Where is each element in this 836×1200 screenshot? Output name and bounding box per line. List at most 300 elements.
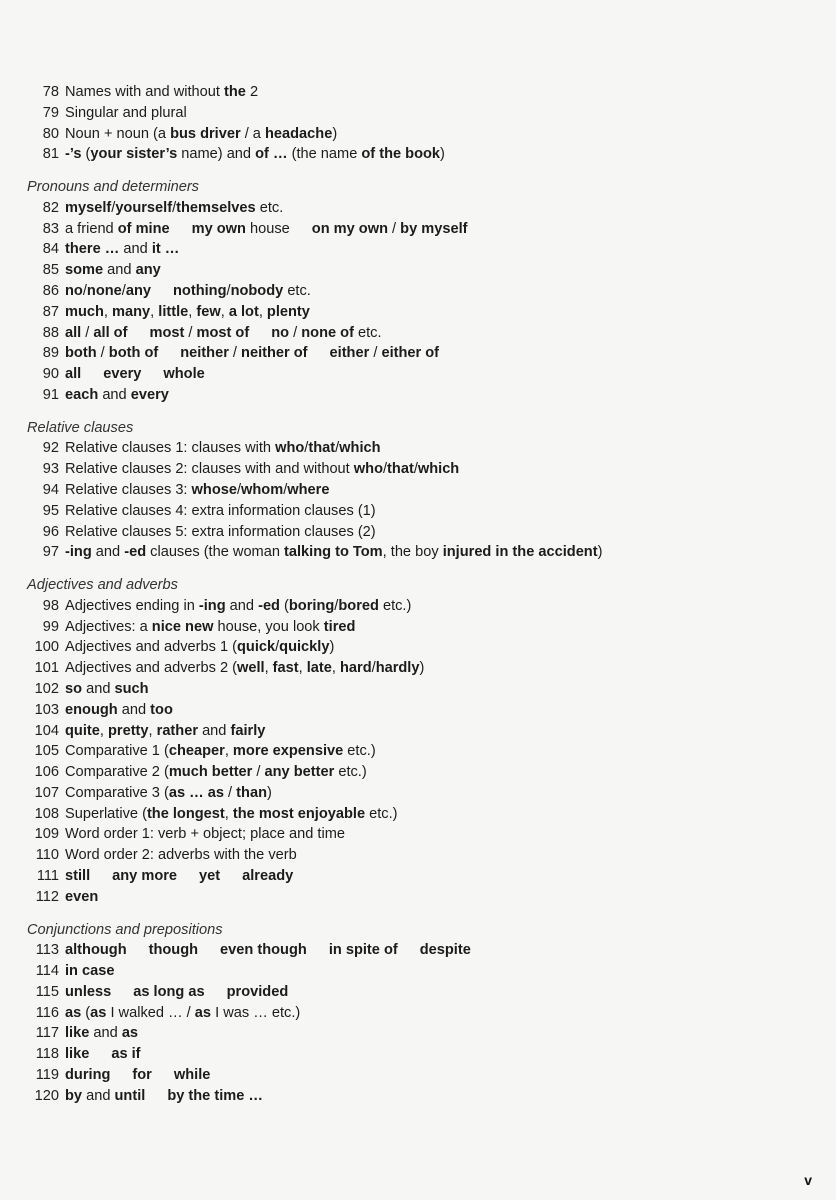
unit-number: 97 bbox=[42, 544, 59, 561]
bold-term: while bbox=[173, 1067, 211, 1084]
title-text: and bbox=[82, 1087, 115, 1104]
bold-term: none of bbox=[301, 324, 354, 341]
bold-term: many bbox=[112, 303, 151, 320]
bold-term: none bbox=[86, 282, 122, 299]
unit-entry[interactable] bbox=[27, 144, 807, 165]
bold-term: as bbox=[65, 1004, 82, 1021]
title-text: and bbox=[117, 701, 151, 718]
unit-number: 116 bbox=[35, 1004, 59, 1021]
bold-term: there … bbox=[65, 241, 120, 258]
title-text: / bbox=[304, 440, 309, 457]
bold-term: all of bbox=[93, 324, 128, 341]
title-text: , bbox=[103, 303, 113, 320]
unit-entry[interactable] bbox=[27, 103, 807, 124]
unit-entry[interactable] bbox=[27, 385, 807, 406]
bold-term: plenty bbox=[266, 303, 310, 320]
unit-number: 110 bbox=[35, 847, 59, 864]
title-text: etc. bbox=[255, 199, 284, 216]
bold-term: well bbox=[236, 660, 265, 677]
unit-number: 83 bbox=[42, 220, 59, 237]
title-text: Word order 2: adverbs with the verb bbox=[65, 847, 297, 864]
contents-section bbox=[27, 177, 807, 406]
bold-term: themselves bbox=[176, 199, 256, 216]
bold-term: every bbox=[103, 366, 142, 383]
unit-entry[interactable] bbox=[27, 1003, 807, 1024]
unit-entry[interactable] bbox=[27, 783, 807, 804]
title-text: / bbox=[96, 345, 109, 362]
bold-term: for bbox=[132, 1067, 152, 1084]
title-text: ) bbox=[329, 639, 335, 656]
unit-title bbox=[65, 281, 311, 302]
unit-entry[interactable] bbox=[27, 281, 807, 302]
bold-term: fairly bbox=[230, 722, 266, 739]
bold-term: quickly bbox=[279, 639, 330, 656]
unit-entry[interactable] bbox=[27, 198, 807, 219]
title-text: ( bbox=[81, 146, 91, 163]
title-text: / bbox=[388, 220, 401, 237]
title-text: Comparative 1 ( bbox=[65, 743, 169, 760]
unit-number: 117 bbox=[35, 1025, 59, 1042]
title-text: ) bbox=[332, 125, 338, 142]
bold-term: of the book bbox=[361, 146, 441, 163]
unit-entry[interactable] bbox=[27, 480, 807, 501]
title-text: , bbox=[148, 722, 157, 739]
title-text: clauses (the woman bbox=[146, 544, 285, 561]
title-text: / bbox=[81, 324, 94, 341]
unit-title bbox=[65, 1065, 210, 1086]
title-text: etc.) bbox=[365, 805, 398, 822]
unit-entry[interactable] bbox=[27, 721, 807, 742]
unit-number: 78 bbox=[42, 84, 59, 100]
unit-entry[interactable] bbox=[27, 982, 807, 1003]
title-text: 2 bbox=[245, 84, 259, 100]
title-text: / bbox=[111, 199, 116, 216]
title-text: ) bbox=[266, 784, 272, 801]
bold-term: in spite of bbox=[328, 942, 398, 959]
title-text: Superlative ( bbox=[65, 805, 147, 822]
bold-term: either bbox=[329, 345, 370, 362]
title-text: , the boy bbox=[382, 544, 443, 561]
title-text: / bbox=[413, 461, 418, 478]
bold-term: it … bbox=[151, 241, 180, 258]
bold-term: of … bbox=[255, 146, 288, 163]
title-text: / bbox=[228, 345, 242, 362]
unit-number: 114 bbox=[35, 963, 59, 980]
unit-number: 111 bbox=[36, 868, 59, 885]
bold-term: until bbox=[114, 1087, 146, 1104]
title-text: / bbox=[172, 199, 177, 216]
unit-entry[interactable] bbox=[27, 637, 807, 658]
bold-term: no bbox=[271, 324, 290, 341]
unit-title bbox=[65, 637, 334, 658]
unit-entry[interactable] bbox=[27, 219, 807, 240]
unit-title bbox=[65, 845, 297, 866]
bold-term: hard bbox=[340, 660, 372, 677]
bold-term: neither bbox=[180, 345, 229, 362]
unit-entry[interactable] bbox=[27, 1086, 807, 1107]
title-text: and bbox=[225, 597, 259, 614]
unit-title bbox=[65, 1023, 138, 1044]
bold-term: still bbox=[65, 868, 91, 885]
bold-term: no bbox=[65, 282, 83, 299]
unit-title bbox=[65, 1044, 141, 1065]
unit-entry[interactable] bbox=[27, 364, 807, 385]
contents-list bbox=[27, 82, 807, 1107]
unit-title bbox=[65, 198, 283, 219]
title-text: a friend bbox=[65, 220, 118, 237]
unit-number: 93 bbox=[42, 461, 59, 478]
bold-term: bored bbox=[338, 597, 379, 614]
title-text: / bbox=[283, 481, 288, 498]
title-text: name) and bbox=[177, 146, 256, 163]
unit-entry[interactable] bbox=[27, 700, 807, 721]
contents-section bbox=[27, 575, 807, 908]
unit-title bbox=[65, 219, 468, 240]
bold-term: although bbox=[65, 942, 127, 959]
bold-term: myself bbox=[65, 199, 112, 216]
unit-number: 94 bbox=[42, 481, 59, 498]
bold-term: than bbox=[236, 784, 267, 801]
title-text: / bbox=[82, 282, 87, 299]
bold-term: as bbox=[121, 1025, 139, 1042]
unit-title bbox=[65, 824, 345, 845]
unit-title bbox=[65, 260, 161, 281]
bold-term: provided bbox=[226, 983, 289, 1000]
unit-number: 105 bbox=[34, 743, 59, 760]
title-text: ( bbox=[279, 597, 289, 614]
bold-term: any better bbox=[264, 764, 335, 781]
bold-term: every bbox=[130, 386, 169, 403]
title-text: , bbox=[331, 660, 340, 677]
bold-term: on my own bbox=[311, 220, 388, 237]
bold-term: late bbox=[306, 660, 332, 677]
unit-title bbox=[65, 658, 424, 679]
unit-entry[interactable] bbox=[27, 124, 807, 145]
unit-title bbox=[65, 721, 265, 742]
unit-title bbox=[65, 364, 205, 385]
unit-number: 96 bbox=[42, 523, 59, 540]
title-text: (the name bbox=[287, 146, 362, 163]
bold-term: yourself bbox=[115, 199, 173, 216]
unit-number: 95 bbox=[42, 502, 59, 519]
unit-number: 102 bbox=[34, 680, 59, 697]
unit-title bbox=[65, 323, 382, 344]
title-text: Relative clauses 4: extra information clauses (1) bbox=[65, 502, 376, 519]
unit-number: 98 bbox=[42, 597, 59, 614]
title-text: , bbox=[258, 303, 267, 320]
title-text: Comparative 3 ( bbox=[65, 784, 169, 801]
title-text: ) bbox=[419, 660, 425, 677]
bold-term: who bbox=[353, 461, 383, 478]
bold-term: both of bbox=[108, 345, 159, 362]
bold-term: much bbox=[65, 303, 104, 320]
unit-title bbox=[65, 762, 367, 783]
title-text: Relative clauses 1: clauses with bbox=[65, 440, 276, 457]
unit-entry[interactable] bbox=[27, 679, 807, 700]
unit-title bbox=[65, 343, 439, 364]
unit-number: 113 bbox=[35, 942, 59, 959]
unit-entry[interactable] bbox=[27, 501, 807, 522]
bold-term: as bbox=[90, 1004, 107, 1021]
title-text: / bbox=[289, 324, 302, 341]
bold-term: though bbox=[148, 942, 199, 959]
bold-term: boring bbox=[288, 597, 335, 614]
page-number: v bbox=[804, 1172, 812, 1188]
unit-title bbox=[65, 522, 376, 543]
title-text: I was … etc.) bbox=[211, 1004, 301, 1021]
unit-entry[interactable] bbox=[27, 658, 807, 679]
section-heading: Pronouns and determiners bbox=[27, 179, 199, 196]
unit-number: 106 bbox=[34, 764, 59, 781]
unit-title bbox=[65, 596, 411, 617]
title-text: / bbox=[369, 345, 382, 362]
unit-entry[interactable] bbox=[27, 824, 807, 845]
unit-number: 107 bbox=[34, 784, 59, 801]
bold-term: already bbox=[242, 868, 294, 885]
unit-entry[interactable] bbox=[27, 82, 807, 103]
bold-term: any more bbox=[112, 868, 178, 885]
unit-number: 109 bbox=[34, 826, 59, 843]
title-text: , bbox=[150, 303, 159, 320]
bold-term: during bbox=[65, 1067, 111, 1084]
bold-term: of mine bbox=[117, 220, 170, 237]
title-text: and bbox=[89, 1025, 122, 1042]
unit-number: 112 bbox=[35, 888, 59, 905]
bold-term: the most enjoyable bbox=[232, 805, 366, 822]
bold-term: few bbox=[196, 303, 221, 320]
title-text: and bbox=[91, 544, 125, 561]
unit-title bbox=[65, 887, 98, 908]
bold-term: some bbox=[65, 262, 104, 279]
unit-number: 80 bbox=[42, 125, 59, 142]
title-text: ( bbox=[81, 1004, 91, 1021]
bold-term: despite bbox=[419, 942, 471, 959]
bold-term: cheaper bbox=[168, 743, 225, 760]
unit-title bbox=[65, 1086, 263, 1107]
bold-term: who bbox=[275, 440, 305, 457]
title-text: , bbox=[264, 660, 273, 677]
unit-entry[interactable] bbox=[27, 1023, 807, 1044]
unit-number: 100 bbox=[34, 639, 59, 656]
unit-title bbox=[65, 940, 471, 961]
unit-title bbox=[65, 385, 169, 406]
title-text: , bbox=[220, 303, 229, 320]
title-text: ) bbox=[597, 544, 603, 561]
unit-title bbox=[65, 124, 337, 145]
unit-number: 89 bbox=[42, 345, 59, 362]
bold-term: injured in the accident bbox=[442, 544, 598, 561]
bold-term: both bbox=[65, 345, 97, 362]
bold-term: headache bbox=[264, 125, 333, 142]
title-text: / a bbox=[240, 125, 265, 142]
bold-term: tired bbox=[323, 618, 356, 635]
unit-title bbox=[65, 617, 355, 638]
bold-term: even bbox=[65, 888, 99, 905]
bold-term: whose bbox=[191, 481, 237, 498]
title-text: Relative clauses 3: bbox=[65, 481, 192, 498]
bold-term: all bbox=[65, 366, 82, 383]
title-text: Singular and plural bbox=[65, 104, 187, 121]
unit-entry[interactable] bbox=[27, 522, 807, 543]
bold-term: whom bbox=[241, 481, 284, 498]
unit-title bbox=[65, 700, 173, 721]
bold-term: any bbox=[125, 282, 151, 299]
title-text: Word order 1: verb + object; place and time bbox=[65, 826, 345, 843]
title-text: and bbox=[103, 262, 136, 279]
bold-term: too bbox=[150, 701, 173, 718]
title-text: Adjectives ending in bbox=[65, 597, 199, 614]
title-text: / bbox=[371, 660, 376, 677]
bold-term: as long as bbox=[133, 983, 205, 1000]
title-text: / bbox=[334, 597, 339, 614]
bold-term: talking to Tom bbox=[284, 544, 383, 561]
bold-term: my own bbox=[191, 220, 246, 237]
bold-term: which bbox=[417, 461, 460, 478]
title-text: , bbox=[99, 722, 108, 739]
title-text: / bbox=[226, 282, 231, 299]
title-text: and bbox=[119, 241, 152, 258]
unit-entry[interactable] bbox=[27, 239, 807, 260]
unit-number: 88 bbox=[42, 324, 59, 341]
bold-term: unless bbox=[65, 983, 112, 1000]
bold-term: in case bbox=[65, 963, 115, 980]
unit-entry[interactable] bbox=[27, 866, 807, 887]
bold-term: -ed bbox=[124, 544, 147, 561]
title-text: etc.) bbox=[378, 597, 412, 614]
bold-term: hardly bbox=[375, 660, 420, 677]
contents-section bbox=[27, 920, 807, 1107]
unit-entry[interactable] bbox=[27, 542, 807, 563]
bold-term: little bbox=[158, 303, 189, 320]
bold-term: where bbox=[287, 481, 330, 498]
bold-term: fast bbox=[272, 660, 299, 677]
bold-term: by the time … bbox=[167, 1087, 263, 1104]
unit-entry[interactable] bbox=[27, 940, 807, 961]
title-text: / bbox=[224, 784, 237, 801]
title-text: ) bbox=[440, 146, 445, 163]
title-text: Noun + noun ( bbox=[65, 125, 158, 142]
bold-term: that bbox=[387, 461, 414, 478]
unit-entry[interactable] bbox=[27, 845, 807, 866]
unit-title bbox=[65, 1003, 300, 1024]
bold-term: which bbox=[339, 440, 381, 457]
bold-term: the longest bbox=[146, 805, 225, 822]
unit-title bbox=[65, 480, 329, 501]
unit-entry[interactable] bbox=[27, 804, 807, 825]
bold-term: all bbox=[65, 324, 82, 341]
bold-term: as bbox=[194, 1004, 212, 1021]
title-text: / bbox=[236, 481, 242, 498]
section-heading: Adjectives and adverbs bbox=[27, 577, 178, 594]
unit-entry[interactable] bbox=[27, 459, 807, 480]
bold-term: rather bbox=[156, 722, 199, 739]
unit-title bbox=[65, 82, 258, 103]
unit-entry[interactable] bbox=[27, 887, 807, 908]
unit-entry[interactable] bbox=[27, 617, 807, 638]
bold-term: most bbox=[149, 324, 185, 341]
bold-term: neither of bbox=[241, 345, 308, 362]
bold-term: -ing bbox=[198, 597, 226, 614]
unit-number: 81 bbox=[42, 146, 59, 163]
unit-entry[interactable] bbox=[27, 596, 807, 617]
unit-number: 118 bbox=[35, 1046, 59, 1063]
bold-term: bus driver bbox=[170, 125, 241, 142]
bold-term: like bbox=[65, 1046, 90, 1063]
title-text: , bbox=[298, 660, 307, 677]
title-text: Names with and without bbox=[65, 84, 224, 100]
unit-entry[interactable] bbox=[27, 343, 807, 364]
unit-title bbox=[65, 103, 187, 124]
unit-number: 108 bbox=[34, 805, 59, 822]
title-text: , bbox=[224, 743, 233, 760]
unit-number: 91 bbox=[42, 386, 59, 403]
title-text: etc.) bbox=[334, 764, 367, 781]
unit-entry[interactable] bbox=[27, 961, 807, 982]
unit-number: 86 bbox=[42, 282, 59, 299]
unit-title bbox=[65, 459, 459, 480]
bold-term: -ing bbox=[65, 544, 92, 561]
unit-title bbox=[65, 679, 149, 700]
unit-title bbox=[65, 783, 272, 804]
bold-term: whole bbox=[163, 366, 205, 383]
unit-title bbox=[65, 302, 310, 323]
unit-entry[interactable] bbox=[27, 741, 807, 762]
title-text: etc. bbox=[353, 324, 382, 341]
title-text: etc. bbox=[283, 282, 311, 299]
bold-term: -ed bbox=[258, 597, 280, 614]
title-text: house bbox=[245, 220, 290, 237]
title-text: Adjectives: a bbox=[65, 618, 152, 635]
bold-term: any bbox=[135, 262, 161, 279]
title-text: / bbox=[252, 764, 265, 781]
bold-term: much better bbox=[168, 764, 253, 781]
unit-number: 82 bbox=[42, 199, 59, 216]
title-text: , bbox=[188, 303, 197, 320]
bold-term: even though bbox=[220, 942, 307, 959]
bold-term: nothing bbox=[173, 282, 227, 299]
section-heading: Conjunctions and prepositions bbox=[27, 921, 223, 938]
title-text: I walked … / bbox=[106, 1004, 195, 1021]
bold-term: so bbox=[65, 680, 83, 697]
contents-section bbox=[27, 82, 807, 165]
bold-term: your sister’s bbox=[90, 146, 178, 163]
bold-term: a lot bbox=[228, 303, 259, 320]
unit-entry[interactable] bbox=[27, 762, 807, 783]
bold-term: enough bbox=[65, 701, 118, 718]
bold-term: by bbox=[65, 1087, 83, 1104]
bold-term: yet bbox=[199, 868, 221, 885]
unit-number: 120 bbox=[34, 1087, 59, 1104]
unit-entry[interactable] bbox=[27, 260, 807, 281]
bold-term: most of bbox=[196, 324, 250, 341]
unit-entry[interactable] bbox=[27, 1044, 807, 1065]
title-text: Comparative 2 ( bbox=[65, 764, 169, 781]
bold-term: nobody bbox=[230, 282, 284, 299]
unit-entry[interactable] bbox=[27, 302, 807, 323]
title-text: a bbox=[157, 125, 171, 142]
title-text: house, you look bbox=[213, 618, 324, 635]
unit-entry[interactable] bbox=[27, 323, 807, 344]
title-text: Relative clauses 5: extra information clauses (2) bbox=[65, 523, 376, 540]
title-text: and bbox=[198, 722, 231, 739]
unit-number: 87 bbox=[42, 303, 59, 320]
unit-entry[interactable] bbox=[27, 438, 807, 459]
unit-number: 115 bbox=[35, 983, 59, 1000]
bold-term: nice new bbox=[151, 618, 214, 635]
unit-number: 99 bbox=[42, 618, 59, 635]
unit-entry[interactable] bbox=[27, 1065, 807, 1086]
unit-title bbox=[65, 501, 376, 522]
